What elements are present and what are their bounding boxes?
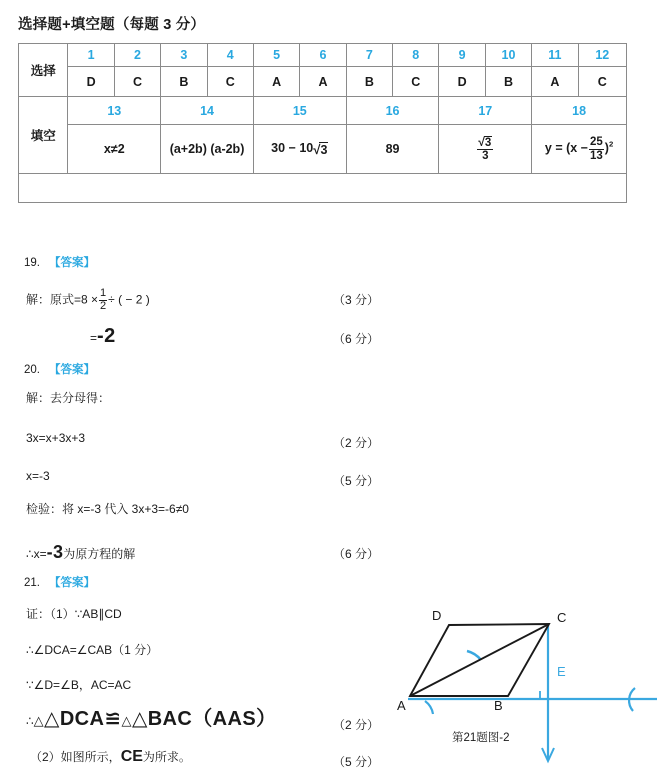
q19-frac-denominator: 2 (100, 299, 107, 312)
choice-answer-cell: C (114, 67, 160, 97)
question-19-header (24, 254, 95, 270)
question-21-header (24, 574, 95, 590)
q20-score-2: （2 分） (333, 436, 380, 450)
sqrt-icon: √3 (478, 134, 492, 149)
q21-reason: （AAS） (192, 708, 277, 730)
blank-answer-cell-15 (253, 125, 346, 174)
triangle-icon: △ (33, 713, 45, 728)
choice-number-cell: 6 (300, 44, 346, 67)
blank-number-cell: 14 (161, 97, 254, 125)
blank-answer-18-denominator: 13 (589, 149, 603, 162)
choice-answer-cell: B (161, 67, 207, 97)
q21-triangle-1: △DCA (44, 708, 105, 730)
q21-proof-line-1: 证：（1）∵AB∥CD (26, 607, 122, 621)
fraction-18 (589, 136, 604, 161)
q19-solution-line-2 (90, 325, 116, 348)
page-title: 选择题+填空题（每题 3 分） (18, 17, 206, 33)
fraction-17 (477, 136, 493, 162)
blank-answer-18-suffix: ) (604, 141, 609, 156)
q19-frac-numerator: 1 (100, 287, 107, 299)
q19-result-value: -2 (97, 325, 116, 347)
vertex-label-a: A (397, 698, 406, 713)
blank-answer-cell-16 (346, 125, 439, 174)
answer-badge: 【答案】 (49, 257, 95, 269)
blank-answer-cell-14 (161, 125, 254, 174)
q20-score-5: （6 分） (333, 547, 380, 561)
choice-number-cell: 11 (532, 44, 578, 67)
blank-answer-17-radicand: 3 (484, 136, 492, 149)
question-20-header (24, 361, 95, 377)
blank-answer-18-numerator: 25 (589, 136, 603, 149)
q20-solution-line-2: 3x=x+3x+3 (26, 431, 86, 445)
table-row-blank-answers (19, 125, 627, 174)
q20-verification-line: 检验：将 x=-3 代入 3x+3=-6≠0 (26, 502, 189, 516)
compass-arc-a (425, 701, 433, 714)
choice-number-cell: 5 (253, 44, 299, 67)
q19-score-2: （6 分） (333, 332, 380, 346)
q21-segment-ce: CE (120, 748, 143, 765)
blank-answer-cell-17 (439, 125, 532, 174)
blank-number-cell: 16 (346, 97, 439, 125)
q20-conclusion-suffix: 为原方程的解 (63, 547, 136, 561)
q21-part2-prefix: （2）如图所示， (30, 750, 121, 764)
triangle-icon: △ (121, 713, 132, 728)
choice-number-cell: 1 (68, 44, 114, 67)
blank-number-cell: 13 (68, 97, 161, 125)
q21-proof-line-2: ∴∠DCA=∠CAB（1 分） (26, 643, 159, 657)
choice-number-cell: 4 (207, 44, 253, 67)
q19-coefficient: 8 × (81, 292, 99, 307)
blank-answer-18-prefix: y = (x − (544, 141, 588, 156)
q21-score-5: （5 分） (333, 755, 380, 769)
choice-number-cell: 2 (114, 44, 160, 67)
blank-number-cell: 18 (532, 97, 627, 125)
vertex-label-b: B (494, 698, 503, 713)
q19-tail: ÷ ( − 2 ) (108, 292, 150, 307)
q19-solve-prefix: 解：原式= (26, 292, 82, 307)
row-label-choice: 选择 (19, 44, 68, 97)
question-20-number: 20. (24, 364, 40, 376)
blank-answer-cell-18 (532, 125, 627, 174)
row-label-blank: 填空 (19, 97, 68, 174)
choice-answer-cell: B (346, 67, 392, 97)
q21-score-4: （2 分） (333, 718, 380, 732)
blank-answer-14-text: (a+2b) (a-2b) (169, 142, 245, 156)
q21-congruent-symbol: ≌ (104, 708, 122, 730)
figure-21-diagram (377, 600, 657, 776)
choice-answer-cell: A (532, 67, 578, 97)
table-row-choice-numbers (19, 44, 627, 67)
choice-answer-cell: A (253, 67, 299, 97)
compass-arc-diagonal (467, 651, 481, 660)
q20-solution-line-3: x=-3 (26, 469, 50, 483)
q20-solution-line-1: 解：去分母得： (26, 391, 111, 405)
q20-conclusion-line (26, 542, 135, 563)
figure-caption: 第21题图-2 (452, 732, 510, 744)
blank-number-cell: 17 (439, 97, 532, 125)
q21-proof-line-3: ∵∠D=∠B，AC=AC (26, 678, 132, 692)
q21-proof-line-5 (30, 748, 191, 766)
vertex-label-d: D (432, 608, 442, 623)
blank-number-cell: 15 (253, 97, 346, 125)
choice-number-cell: 7 (346, 44, 392, 67)
blank-answer-15-prefix: 30 − 10 (271, 141, 314, 156)
blank-answer-cell-13 (68, 125, 161, 174)
blank-answer-13-text: x≠2 (103, 142, 125, 156)
q19-score-1: （3 分） (333, 293, 380, 307)
choice-number-cell: 9 (439, 44, 485, 67)
q20-score-3: （5 分） (333, 474, 380, 488)
blank-answer-17-denominator: 3 (482, 150, 489, 162)
choice-answer-cell: C (207, 67, 253, 97)
choice-number-cell: 3 (161, 44, 207, 67)
q21-proof-line-4 (26, 708, 276, 731)
choice-number-cell: 10 (485, 44, 531, 67)
q20-conclusion-prefix: ∴x= (26, 547, 47, 561)
choice-number-cell: 12 (578, 44, 626, 67)
vertex-label-e: E (557, 664, 566, 679)
choice-answer-cell: B (485, 67, 531, 97)
choice-answer-cell: D (68, 67, 114, 97)
table-row-choice-answers (19, 67, 627, 97)
answer-summary-table (18, 43, 627, 203)
q21-triangle-2: △BAC (131, 708, 193, 730)
q19-solution-line-1 (26, 288, 150, 312)
sqrt-icon: √3 (313, 141, 328, 157)
table-row-empty (19, 174, 627, 203)
right-angle-marker (540, 691, 548, 699)
question-19-number: 19. (24, 257, 40, 269)
answer-badge: 【答案】 (49, 364, 95, 376)
choice-number-cell: 8 (393, 44, 439, 67)
blank-answer-15-radicand: 3 (320, 142, 328, 157)
question-21-number: 21. (24, 577, 40, 589)
choice-answer-cell: D (439, 67, 485, 97)
blank-answer-16-text: 89 (385, 142, 400, 156)
vertex-label-c: C (557, 610, 567, 625)
choice-answer-cell: A (300, 67, 346, 97)
q21-therefore-symbol: ∴ (26, 714, 34, 728)
q21-part2-suffix: 为所求。 (142, 750, 191, 764)
choice-answer-cell: C (578, 67, 626, 97)
fraction-half (99, 288, 107, 312)
q20-conclusion-value: -3 (46, 542, 64, 562)
table-row-blank-numbers (19, 97, 627, 125)
empty-cell (19, 174, 627, 203)
answer-badge: 【答案】 (49, 577, 95, 589)
q19-result-equals: = (90, 331, 98, 345)
choice-answer-cell: C (393, 67, 439, 97)
blank-answer-18-power: 2 (608, 140, 614, 150)
